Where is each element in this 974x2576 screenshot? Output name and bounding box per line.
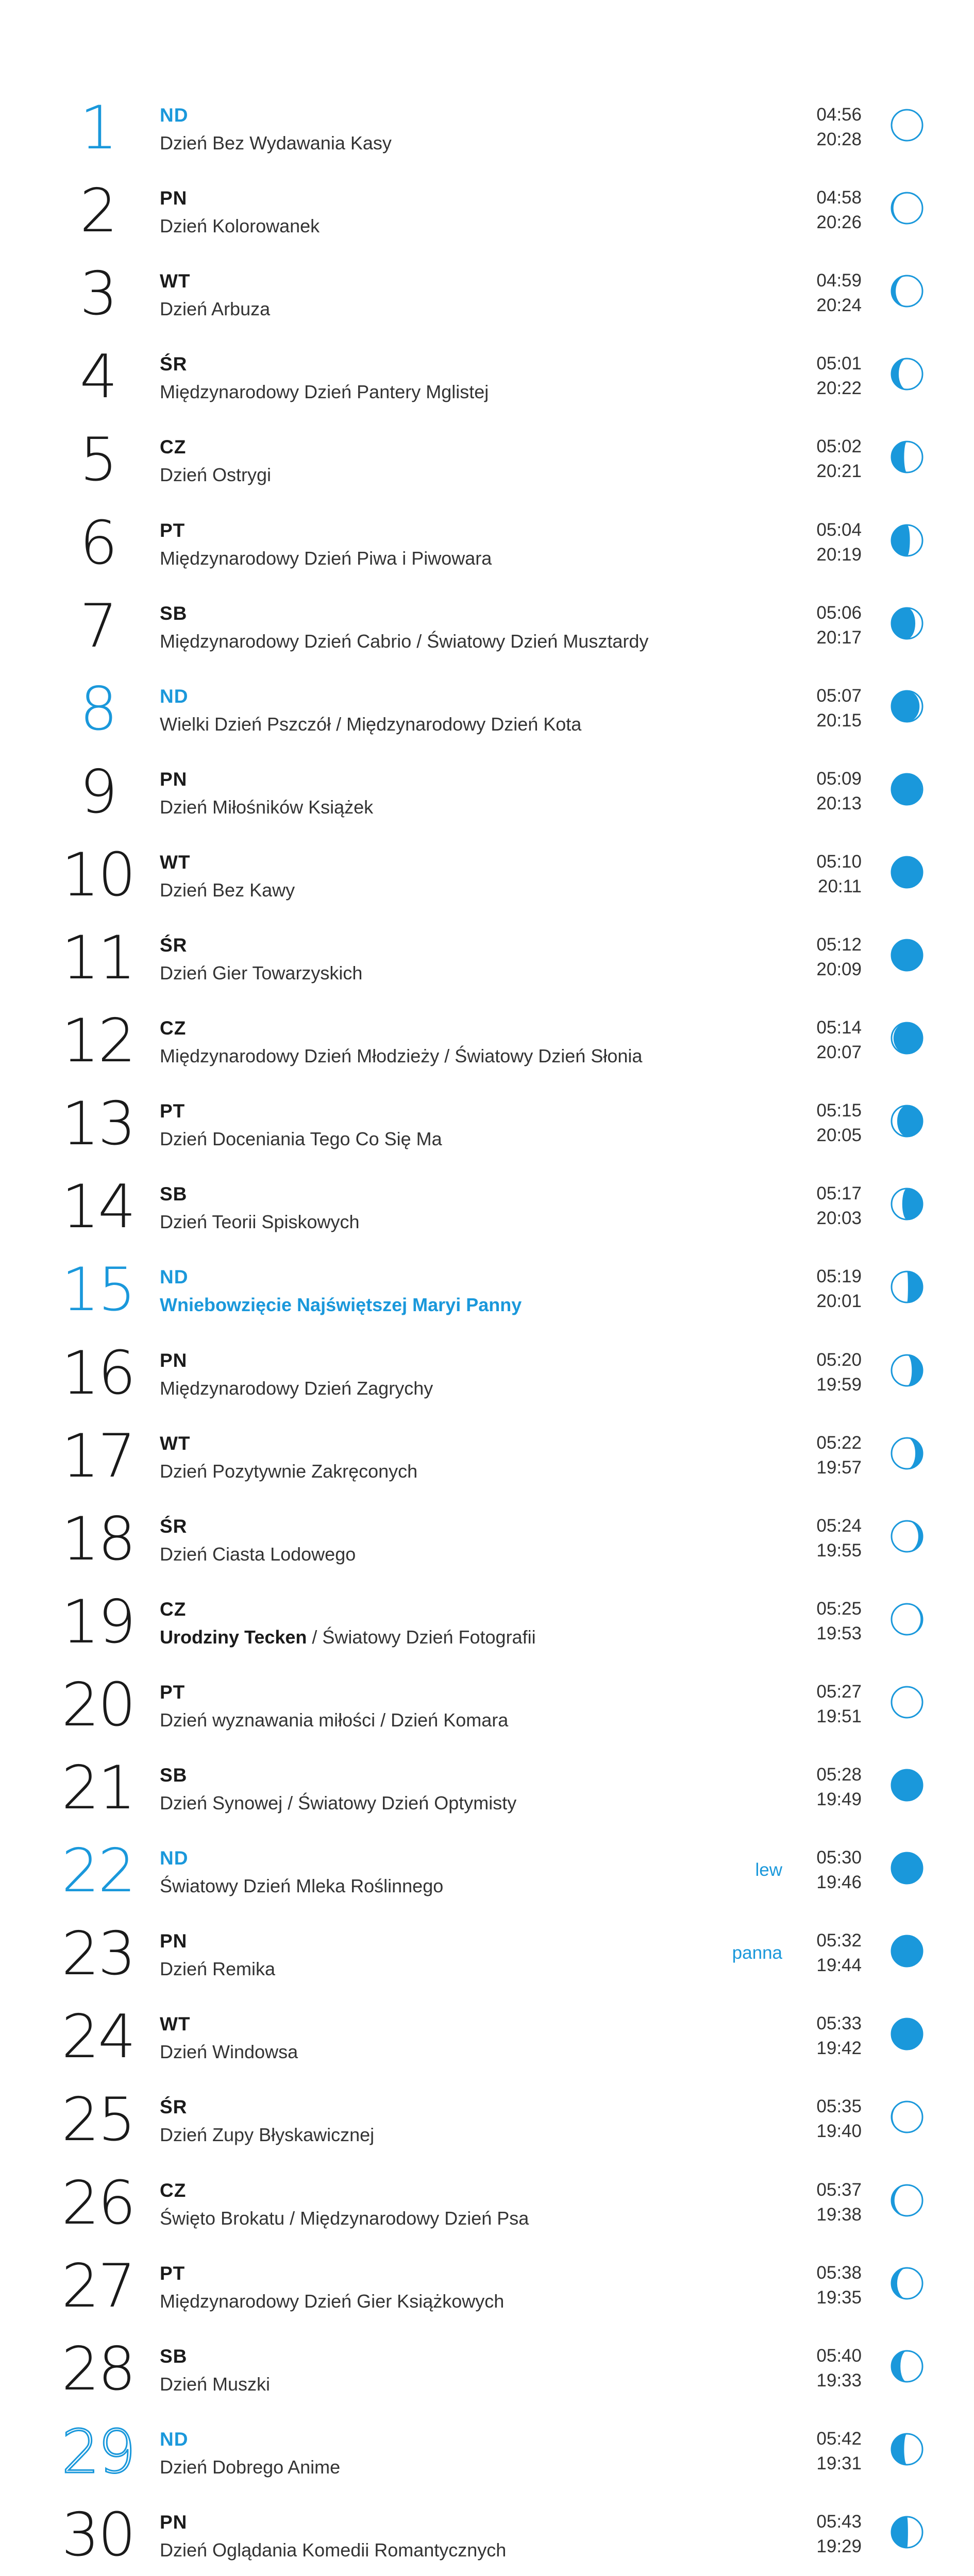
weekday-label: PN — [160, 188, 188, 209]
day-row — [0, 591, 974, 676]
sunrise-time: 05:43 — [816, 2511, 862, 2532]
event-text: Dzień Dobrego Anime — [160, 2456, 341, 2478]
day-number: 14 — [61, 1172, 135, 1242]
weekday-label: PT — [160, 1100, 186, 1122]
moon-phase-icon — [889, 2016, 925, 2052]
moon-phase-icon — [889, 1269, 925, 1305]
weekday-label: ND — [160, 685, 189, 707]
sunrise-time: 05:24 — [816, 1515, 862, 1536]
sunrise-time: 05:42 — [816, 2428, 862, 2449]
weekday-label: ND — [160, 2428, 189, 2450]
event-text: Dzień Pozytywnie Zakręconych — [160, 1460, 418, 1482]
moon-shadow — [904, 442, 922, 472]
moon-phase-icon — [889, 1103, 925, 1139]
weekday-label: ŚR — [160, 2096, 188, 2118]
event-text — [160, 1626, 536, 1648]
moon-phase-icon — [889, 1352, 925, 1388]
day-number: 3 — [79, 259, 116, 329]
weekday-label: PN — [160, 1930, 188, 1952]
day-number: 18 — [61, 1504, 135, 1574]
moon-phase-icon — [889, 439, 925, 475]
event-text: Międzynarodowy Dzień Młodzieży / Światowy Dzień Słonia — [160, 1045, 643, 1067]
day-row — [0, 1423, 974, 1506]
day-number: 30 — [61, 2500, 135, 2570]
weekday-label: ND — [160, 1848, 189, 1869]
day-number: 29 — [61, 2417, 135, 2487]
day-row — [0, 2168, 974, 2253]
day-row — [0, 1672, 974, 1755]
event-text: Dzień Bez Wydawania Kasy — [160, 132, 392, 154]
sunrise-time: 05:06 — [816, 602, 862, 623]
event-text: Dzień Gier Towarzyskich — [160, 962, 363, 984]
event-text: Święto Brokatu / Międzynarodowy Dzień Psa — [160, 2207, 529, 2229]
sunrise-time: 05:28 — [816, 1765, 862, 1785]
event-text: Dzień Synowej / Światowy Dzień Optymisty — [160, 1792, 517, 1814]
day-row — [0, 2336, 974, 2419]
sunrise-time: 05:32 — [816, 1930, 862, 1951]
sunrise-time: 05:22 — [816, 1432, 862, 1453]
sun-times — [816, 684, 862, 733]
weekday-label: WT — [160, 1432, 191, 1454]
weekday-label: WT — [160, 270, 191, 292]
weekday-label: ŚR — [160, 353, 188, 375]
sunset-time: 20:19 — [816, 544, 862, 565]
sunrise-time: 05:04 — [816, 519, 862, 540]
sun-times — [816, 1181, 862, 1231]
sunrise-time: 05:37 — [816, 2179, 862, 2200]
sunset-time: 19:55 — [816, 1540, 862, 1561]
sunrise-time: 05:12 — [816, 935, 862, 955]
weekday-label: SB — [160, 1183, 188, 1205]
moon-phase-icon — [889, 2099, 925, 2135]
sun-times — [816, 601, 862, 650]
sunset-time: 20:17 — [816, 627, 862, 648]
weekday-label: CZ — [160, 2179, 187, 2201]
sun-times — [816, 185, 862, 235]
sunset-time: 19:46 — [816, 1872, 862, 1893]
sunrise-time: 05:14 — [816, 1018, 862, 1038]
weekday-label: ŚR — [160, 1515, 188, 1537]
day-number: 8 — [79, 674, 116, 744]
sun-times — [816, 2510, 862, 2559]
day-row — [0, 2253, 974, 2336]
moon-phase-icon — [889, 2265, 925, 2301]
day-number: 11 — [61, 923, 135, 993]
sunset-time: 19:57 — [816, 1457, 862, 1478]
day-number: 5 — [79, 425, 116, 495]
sunset-time: 19:53 — [816, 1623, 862, 1643]
moon-phase-icon — [889, 522, 925, 558]
weekday-label: PN — [160, 1349, 188, 1371]
sun-times — [816, 1264, 862, 1314]
sun-times — [816, 933, 862, 982]
sunrise-time: 05:40 — [816, 2345, 862, 2366]
day-number: 25 — [61, 2085, 135, 2155]
sun-times — [816, 268, 862, 318]
moon-shadow — [892, 1272, 908, 1302]
event-text: Dzień Oglądania Komedii Romantycznych — [160, 2539, 507, 2561]
sunrise-time: 04:58 — [816, 188, 862, 208]
sunset-time: 19:31 — [816, 2453, 862, 2473]
day-number: 7 — [79, 591, 116, 661]
sun-times — [816, 434, 862, 484]
sunset-time: 20:24 — [816, 295, 862, 316]
moon-phase-icon — [889, 2348, 925, 2384]
weekday-label: CZ — [160, 1018, 187, 1039]
sunset-time: 20:26 — [816, 212, 862, 233]
event-text: Dzień Arbuza — [160, 298, 271, 320]
day-number: 28 — [61, 2334, 135, 2404]
moon-phase-icon — [889, 1767, 925, 1803]
day-row — [0, 1921, 974, 2004]
day-number: 2 — [79, 176, 116, 246]
moon-shadow — [892, 1355, 912, 1386]
sunrise-time: 05:01 — [816, 353, 862, 374]
sunset-time: 19:38 — [816, 2204, 862, 2225]
weekday-label: SB — [160, 602, 188, 624]
day-number: 16 — [61, 1338, 135, 1408]
sunset-time: 19:40 — [816, 2121, 862, 2142]
event-text: Dzień Zupy Błyskawicznej — [160, 2124, 375, 2146]
day-row — [0, 2502, 974, 2576]
moon-phase-icon — [889, 771, 925, 807]
moon-phase-icon — [889, 356, 925, 392]
event-text: Dzień wyznawania miłości / Dzień Komara — [160, 1709, 509, 1731]
sunrise-time: 05:07 — [816, 685, 862, 706]
event-rest: / Światowy Dzień Fotografii — [307, 1626, 536, 1648]
event-text: Dzień Kolorowanek — [160, 215, 320, 237]
day-row — [0, 1506, 974, 1589]
sunset-time: 20:15 — [816, 710, 862, 731]
weekday-label: ND — [160, 1266, 189, 1288]
day-row — [0, 1257, 974, 1340]
moon-phase-icon — [889, 1684, 925, 1720]
sun-times — [816, 351, 862, 401]
zodiac-sign: panna — [732, 1943, 782, 1963]
day-number: 26 — [61, 2168, 135, 2238]
sun-times — [816, 103, 862, 152]
day-row — [0, 261, 974, 344]
weekday-label: PT — [160, 2262, 186, 2284]
day-row — [0, 925, 974, 1008]
sun-times — [816, 1762, 862, 1812]
sunset-time: 19:51 — [816, 1706, 862, 1726]
moon-phase-icon — [889, 2182, 925, 2218]
day-number: 4 — [79, 342, 116, 412]
sun-times — [816, 1845, 862, 1895]
event-text: Dzień Bez Kawy — [160, 879, 295, 901]
weekday-label: WT — [160, 2013, 191, 2035]
day-row — [0, 344, 974, 427]
sunset-time: 20:22 — [816, 378, 862, 399]
sunset-time: 19:59 — [816, 1374, 862, 1395]
moon-phase-icon — [889, 1435, 925, 1471]
sunrise-time: 05:27 — [816, 1681, 862, 1702]
event-text: Międzynarodowy Dzień Cabrio / Światowy Dzień Musztardy — [160, 630, 649, 652]
moon-shadow — [907, 2517, 922, 2548]
sun-times — [816, 2011, 862, 2061]
sunrise-time: 05:10 — [816, 851, 862, 872]
moon-phase-icon — [889, 2431, 925, 2467]
sunrise-time: 05:02 — [816, 436, 862, 457]
moon-shadow — [904, 2434, 922, 2465]
day-number: 6 — [79, 508, 116, 578]
moon-phase-icon — [889, 190, 925, 226]
moon-shadow — [900, 2351, 922, 2382]
event-text: Dzień Teorii Spiskowych — [160, 1211, 360, 1233]
sunset-time: 20:05 — [816, 1125, 862, 1146]
sun-times — [816, 518, 862, 567]
event-text: Wniebowzięcie Najświętszej Maryi Panny — [160, 1294, 522, 1316]
event-text: Wielki Dzień Pszczół / Międzynarodowy Dzień Kota — [160, 713, 582, 735]
day-row — [0, 2004, 974, 2087]
sun-times — [816, 2261, 862, 2310]
sun-times — [816, 1514, 862, 1563]
day-number: 1 — [79, 93, 116, 163]
sun-times — [816, 2344, 862, 2393]
sunset-time: 20:01 — [816, 1291, 862, 1312]
sunrise-time: 05:09 — [816, 768, 862, 789]
weekday-label: CZ — [160, 436, 187, 458]
moon-phase-icon — [889, 605, 925, 641]
weekday-label: SB — [160, 2345, 188, 2367]
day-row — [0, 1091, 974, 1174]
sunset-time: 20:21 — [816, 461, 862, 482]
weekday-label: ND — [160, 105, 189, 126]
day-row — [0, 1008, 974, 1091]
day-number: 21 — [61, 1753, 135, 1823]
moon-phase-icon — [889, 273, 925, 309]
day-number: 17 — [61, 1421, 135, 1491]
sunrise-time: 05:15 — [816, 1100, 862, 1121]
sun-times — [816, 1015, 862, 1065]
sunset-time: 19:29 — [816, 2536, 862, 2556]
event-text: Międzynarodowy Dzień Pantery Mglistej — [160, 381, 489, 403]
moon-phase-icon — [889, 1020, 925, 1056]
sunset-time: 20:13 — [816, 793, 862, 814]
sunset-time: 19:49 — [816, 1789, 862, 1809]
sunset-time: 20:09 — [816, 959, 862, 979]
sun-times — [816, 1431, 862, 1480]
day-number: 13 — [61, 1089, 135, 1159]
sun-times — [816, 1098, 862, 1148]
sunrise-time: 05:19 — [816, 1266, 862, 1287]
moon-phase-icon — [889, 107, 925, 143]
weekday-label: CZ — [160, 1598, 187, 1620]
event-text: Światowy Dzień Mleka Roślinnego — [160, 1875, 444, 1897]
sun-times — [816, 2178, 862, 2227]
event-text: Dzień Remika — [160, 1958, 276, 1980]
sunrise-time: 05:30 — [816, 1848, 862, 1868]
day-row — [0, 2419, 974, 2502]
weekday-label: PT — [160, 1681, 186, 1703]
weekday-label: PN — [160, 2511, 188, 2533]
sunset-time: 20:07 — [816, 1042, 862, 1063]
weekday-label: PT — [160, 519, 186, 541]
sunset-time: 19:44 — [816, 1955, 862, 1976]
day-number: 20 — [61, 1670, 135, 1740]
event-text: Dzień Ostrygi — [160, 464, 272, 486]
moon-phase-icon — [889, 937, 925, 973]
day-number: 12 — [61, 1006, 135, 1076]
day-row — [0, 1338, 974, 1423]
sunrise-time: 04:56 — [816, 105, 862, 125]
day-row — [0, 1838, 974, 1921]
day-row — [0, 676, 974, 759]
sunset-time: 19:42 — [816, 2038, 862, 2059]
moon-phase-icon — [889, 1850, 925, 1886]
sunset-time: 20:03 — [816, 1208, 862, 1229]
day-row — [0, 95, 974, 178]
sunrise-time: 05:25 — [816, 1598, 862, 1619]
sun-times — [816, 1597, 862, 1646]
weekday-label: PN — [160, 768, 188, 790]
sun-times — [816, 1348, 862, 1397]
moon-phase-icon — [889, 1933, 925, 1969]
moon-phase-icon — [889, 854, 925, 890]
moon-phase-icon — [889, 1601, 925, 1637]
sunrise-time: 04:59 — [816, 270, 862, 291]
day-row — [0, 2087, 974, 2170]
sun-times — [816, 2094, 862, 2144]
day-row — [0, 1174, 974, 1257]
day-number: 9 — [79, 757, 116, 827]
sun-times — [816, 767, 862, 816]
event-text: Międzynarodowy Dzień Zagrychy — [160, 1377, 433, 1399]
weekday-label: SB — [160, 1765, 188, 1786]
day-row — [0, 1755, 974, 1838]
day-number: 22 — [61, 1836, 135, 1906]
day-row — [0, 842, 974, 925]
sunset-time: 19:35 — [816, 2287, 862, 2308]
day-row — [0, 759, 974, 842]
sunrise-time: 05:33 — [816, 2013, 862, 2034]
day-number: 15 — [61, 1255, 135, 1325]
sunset-time: 20:11 — [818, 876, 862, 896]
day-number: 27 — [61, 2251, 135, 2321]
sunrise-time: 05:20 — [816, 1349, 862, 1370]
event-text: Międzynarodowy Dzień Gier Książkowych — [160, 2290, 505, 2312]
event-text: Dzień Ciasta Lodowego — [160, 1543, 356, 1565]
day-number: 10 — [61, 840, 135, 910]
day-number: 24 — [61, 2002, 135, 2072]
event-highlight: Urodziny Tecken — [160, 1626, 307, 1648]
day-row — [0, 427, 974, 510]
sunrise-time: 05:17 — [816, 1183, 862, 1204]
sunrise-time: 05:38 — [816, 2262, 862, 2283]
sunset-time: 19:33 — [816, 2370, 862, 2391]
event-text: Dzień Muszki — [160, 2373, 271, 2395]
event-text: Dzień Doceniania Tego Co Się Ma — [160, 1128, 442, 1150]
day-row — [0, 178, 974, 261]
moon-phase-icon — [889, 1186, 925, 1222]
zodiac-sign: lew — [755, 1860, 782, 1880]
event-text: Międzynarodowy Dzień Piwa i Piwowara — [160, 547, 492, 569]
moon-phase-icon — [889, 688, 925, 724]
moon-phase-icon — [889, 1518, 925, 1554]
event-text: Dzień Windowsa — [160, 2041, 298, 2063]
weekday-label: WT — [160, 851, 191, 873]
day-row — [0, 1589, 974, 1672]
sunset-time: 20:28 — [816, 129, 862, 149]
sun-times — [816, 2427, 862, 2476]
event-text: Dzień Miłośników Książek — [160, 796, 374, 818]
weekday-label: ŚR — [160, 935, 188, 956]
day-number: 23 — [61, 1919, 135, 1989]
sun-times — [816, 1928, 862, 1978]
sunrise-time: 05:35 — [816, 2096, 862, 2117]
moon-phase-icon — [889, 2514, 925, 2550]
day-row — [0, 508, 974, 594]
sun-times — [816, 850, 862, 899]
sun-times — [816, 1680, 862, 1729]
day-number: 19 — [61, 1587, 135, 1657]
